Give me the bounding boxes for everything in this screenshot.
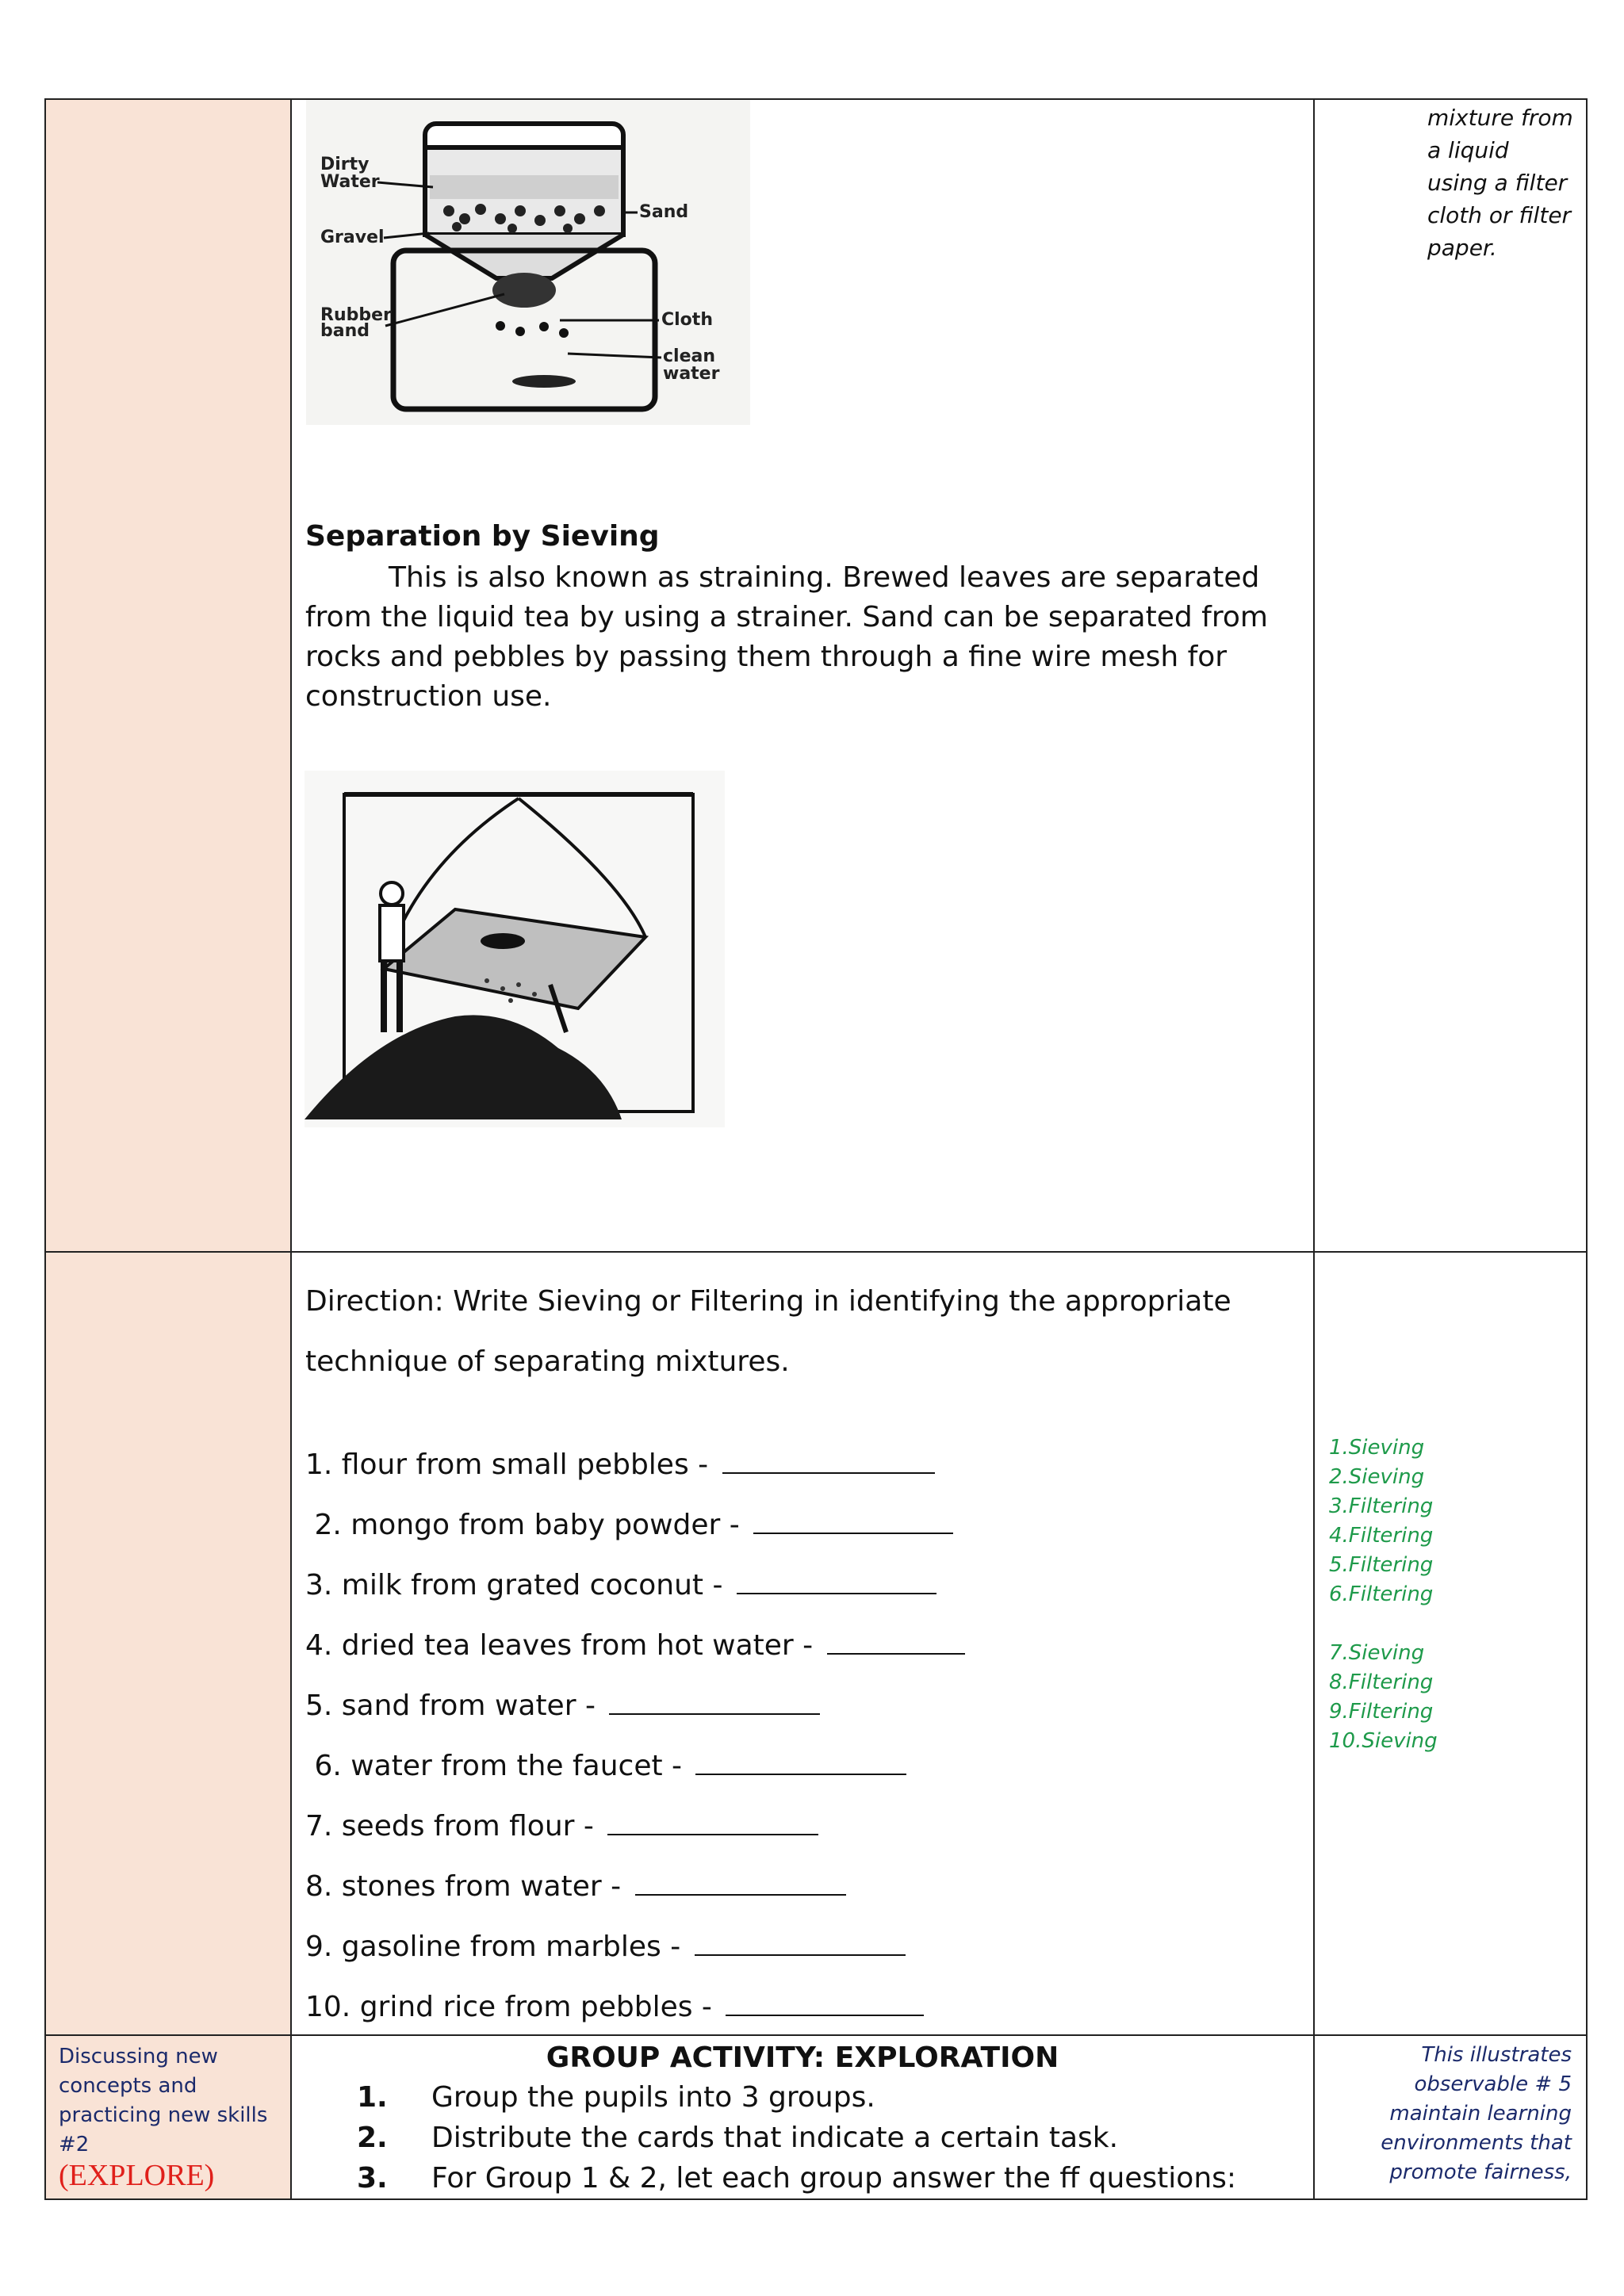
explore-label: (EXPLORE)	[59, 2159, 215, 2192]
filtering-note: mixture from a liquid using a filter cloth or filter paper.	[1427, 105, 1573, 261]
svg-text:water: water	[663, 364, 720, 384]
step-list	[308, 2077, 1297, 2198]
answer-blank[interactable]	[753, 1506, 953, 1534]
answer-blank[interactable]	[607, 1807, 818, 1835]
answer-blank[interactable]	[827, 1626, 965, 1655]
answer-item: 5.Filtering	[1329, 1553, 1434, 1577]
answer-item: 7.Sieving	[1329, 1641, 1425, 1665]
svg-text:Sand: Sand	[639, 202, 689, 222]
sieving-paragraph: This is also known as straining. Brewed leaves are separated from the liquid tea by using a strainer. Sand can be separated from rocks and pebbles by passing them through a fine wire mesh for construction use.	[305, 561, 1268, 713]
answer-blank[interactable]	[609, 1686, 820, 1715]
answer-item: 8.Filtering	[1329, 1670, 1434, 1694]
list-item: 2. mongo from baby powder -	[305, 1495, 965, 1556]
row-explore	[45, 2035, 1587, 2199]
observable-note-cell	[1314, 2035, 1587, 2199]
list-item: 4. dried tea leaves from hot water -	[305, 1616, 965, 1676]
list-item: 10. grind rice from pebbles -	[305, 1977, 965, 2038]
step-item: 3. For Group 1 & 2, let each group answer the ff questions:	[357, 2162, 1237, 2195]
answer-blank[interactable]	[635, 1867, 846, 1896]
answer-item: 4.Filtering	[1329, 1524, 1434, 1548]
step-item: 2. Distribute the cards that indicate a certain task.	[357, 2122, 1119, 2154]
answer-blank[interactable]	[722, 1445, 935, 1474]
answer-item: 3.Filtering	[1329, 1494, 1434, 1518]
skill-cell	[45, 2035, 291, 2199]
answer-item: 1.Sieving	[1329, 1436, 1425, 1460]
row-filtering-sieving	[45, 99, 1587, 1252]
step-item: 1. Group the pupils into 3 groups.	[357, 2081, 875, 2114]
svg-text:Dirty: Dirty	[320, 155, 370, 174]
lesson-plan-table	[44, 98, 1588, 2200]
spacer	[1329, 1609, 1438, 1639]
list-item: 6. water from the faucet -	[305, 1736, 965, 1797]
svg-text:band: band	[320, 321, 370, 341]
answer-item: 9.Filtering	[1329, 1700, 1434, 1724]
answer-item: 2.Sieving	[1329, 1465, 1425, 1489]
exercise-list	[305, 1435, 965, 2038]
list-item: 1. flour from small pebbles -	[305, 1435, 965, 1495]
svg-text:clean: clean	[663, 346, 716, 366]
answer-key	[1329, 1433, 1438, 1756]
list-item: 8. stones from water -	[305, 1857, 965, 1917]
list-item: 3. milk from grated coconut -	[305, 1556, 965, 1616]
filtering-diagram-image	[306, 100, 750, 425]
observable-note: This illustrates observable # 5 maintain learning environments that promote fairness,	[1381, 2043, 1572, 2184]
row-exercise	[45, 1252, 1587, 2035]
content-cell	[291, 99, 1314, 1252]
list-item: 5. sand from water -	[305, 1676, 965, 1736]
direction-text: Direction: Write Sieving or Filtering in identifying the appropriate technique of separating mixtures.	[305, 1285, 1231, 1378]
answer-blank[interactable]	[695, 1927, 906, 1956]
exercise-cell	[291, 1252, 1314, 2035]
group-activity-title: GROUP ACTIVITY: EXPLORATION	[546, 2042, 1059, 2074]
answer-key-cell	[1314, 1252, 1587, 2035]
list-item: 9. gasoline from marbles -	[305, 1917, 965, 1977]
left-cell-empty	[45, 99, 291, 1252]
sieving-illustration-image	[304, 771, 725, 1127]
answer-blank[interactable]	[695, 1747, 906, 1775]
answer-item: 6.Filtering	[1329, 1582, 1434, 1606]
list-item: 7. seeds from flour -	[305, 1797, 965, 1857]
answer-blank[interactable]	[737, 1566, 936, 1594]
svg-text:Gravel: Gravel	[320, 228, 385, 247]
notes-cell	[1314, 99, 1587, 1252]
sieving-heading: Separation by Sieving	[305, 520, 660, 553]
svg-text:Cloth: Cloth	[661, 310, 713, 330]
svg-text:Rubber: Rubber	[320, 305, 392, 325]
left-cell-empty	[45, 1252, 291, 2035]
skill-label: Discussing new concepts and practicing new skills #2	[59, 2045, 268, 2156]
svg-text:Water: Water	[320, 172, 380, 192]
group-activity-cell	[291, 2035, 1314, 2199]
answer-item: 10.Sieving	[1329, 1729, 1438, 1753]
answer-blank[interactable]	[726, 1988, 924, 2016]
